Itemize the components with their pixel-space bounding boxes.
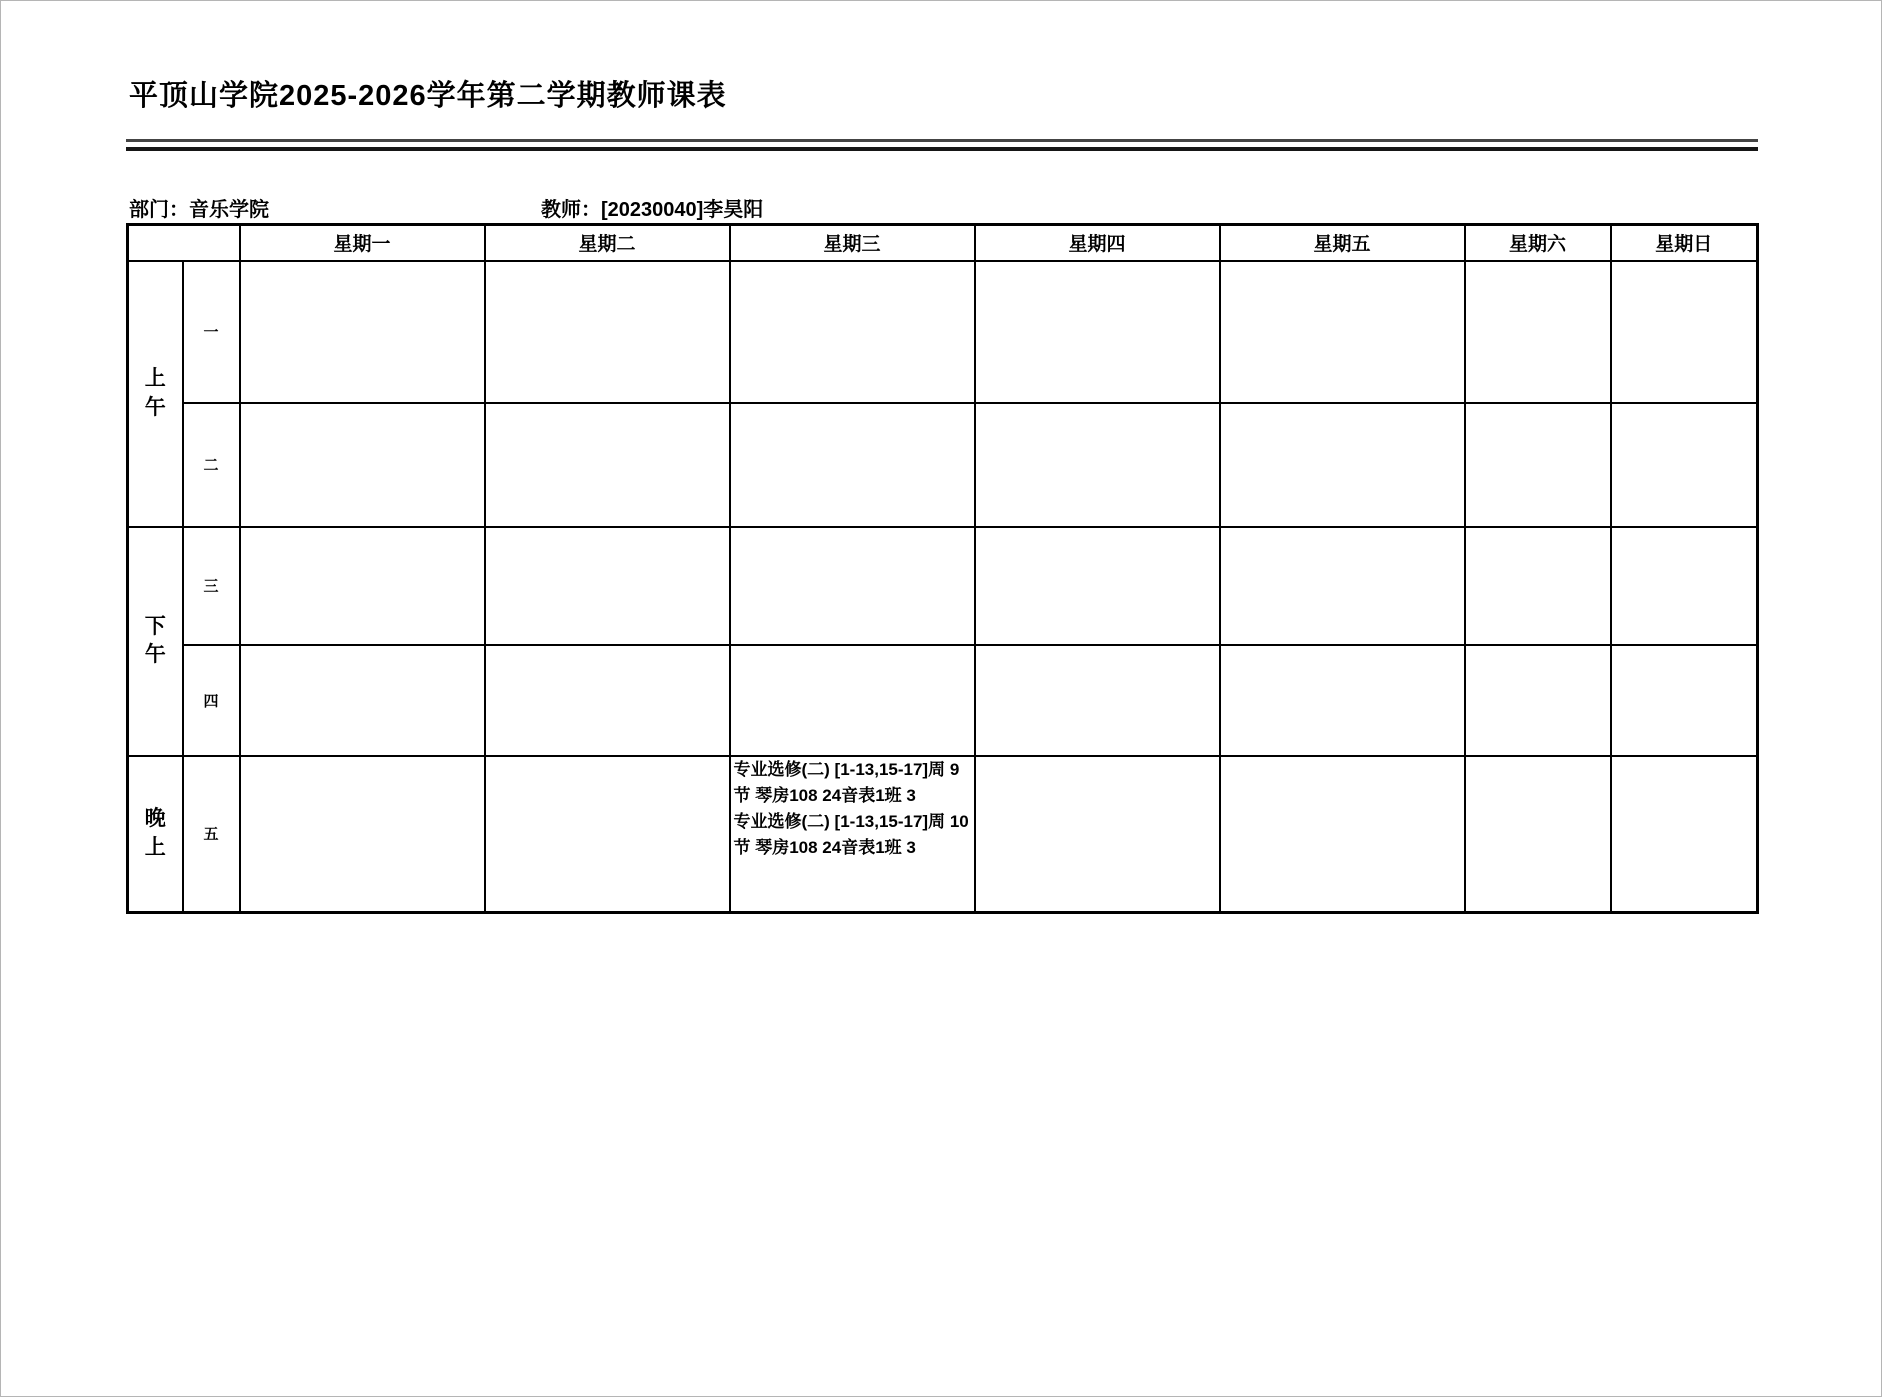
- schedule-cell-sat-1: [1465, 261, 1611, 403]
- schedule-cell-mon-3: [240, 527, 485, 645]
- period-label-4: 四: [183, 645, 240, 756]
- schedule-cell-sat-2: [1465, 403, 1611, 527]
- schedule-cell-thu-5: [975, 756, 1220, 913]
- schedule-cell-sun-1: [1611, 261, 1758, 403]
- schedule-cell-tue-5: [485, 756, 730, 913]
- period-1-row: [128, 261, 1758, 403]
- period-label-2: 二: [183, 403, 240, 527]
- department-value: 音乐学院: [189, 199, 269, 221]
- page-title: 平顶山学院2025-2026学年第二学期教师课表: [129, 80, 727, 112]
- schedule-cell-tue-3: [485, 527, 730, 645]
- schedule-cell-mon-2: [240, 403, 485, 527]
- schedule-cell-sun-4: [1611, 645, 1758, 756]
- title-divider-rule: [126, 139, 1758, 151]
- schedule-cell-tue-2: [485, 403, 730, 527]
- schedule-cell-thu-2: [975, 403, 1220, 527]
- schedule-cell-thu-3: [975, 527, 1220, 645]
- day-header-saturday: 星期六: [1465, 225, 1611, 261]
- schedule-cell-sun-5: [1611, 756, 1758, 913]
- schedule-cell-fri-4: [1220, 645, 1465, 756]
- afternoon-label: 下午: [144, 614, 166, 666]
- schedule-cell-wed-4: [730, 645, 975, 756]
- schedule-cell-mon-4: [240, 645, 485, 756]
- department-label: 部门：: [129, 199, 189, 221]
- day-header-thursday: 星期四: [975, 225, 1220, 261]
- teacher-label: 教师：: [541, 199, 601, 221]
- report-info-line: [1, 193, 1881, 221]
- evening-label: 晚上: [144, 807, 166, 859]
- schedule-cell-sat-3: [1465, 527, 1611, 645]
- period-label-1: 一: [183, 261, 240, 403]
- schedule-cell-wed-3: [730, 527, 975, 645]
- course-entry: 专业选修(二) [1-13,15-17]周 9节 琴房108 24音表1班 3: [733, 759, 960, 805]
- course-entry: 专业选修(二) [1-13,15-17]周 10节 琴房108 24音表1班 3: [733, 811, 969, 857]
- schedule-cell-fri-1: [1220, 261, 1465, 403]
- schedule-cell-thu-1: [975, 261, 1220, 403]
- period-2-row: [128, 403, 1758, 527]
- schedule-cell-mon-1: [240, 261, 485, 403]
- day-header-wednesday: 星期三: [730, 225, 975, 261]
- period-label-3: 三: [183, 527, 240, 645]
- section-label-morning: [128, 261, 183, 527]
- section-label-evening: [128, 756, 183, 913]
- teacher-value: [20230040]李昊阳: [601, 199, 764, 221]
- schedule-cell-sun-2: [1611, 403, 1758, 527]
- schedule-cell-tue-4: [485, 645, 730, 756]
- period-3-row: [128, 527, 1758, 645]
- schedule-table: [126, 223, 1759, 914]
- schedule-cell-fri-2: [1220, 403, 1465, 527]
- corner-cell: [128, 225, 240, 261]
- schedule-cell-mon-5: [240, 756, 485, 913]
- period-4-row: [128, 645, 1758, 756]
- department-field: [129, 193, 269, 222]
- section-label-afternoon: [128, 527, 183, 756]
- period-label-5: 五: [183, 756, 240, 913]
- schedule-cell-wed-5: [730, 756, 975, 913]
- schedule-cell-sat-5: [1465, 756, 1611, 913]
- schedule-cell-tue-1: [485, 261, 730, 403]
- schedule-cell-sat-4: [1465, 645, 1611, 756]
- day-header-friday: 星期五: [1220, 225, 1465, 261]
- table-header-row: [128, 225, 1758, 261]
- teacher-field: [541, 193, 763, 222]
- period-5-row: [128, 756, 1758, 913]
- day-header-sunday: 星期日: [1611, 225, 1758, 261]
- schedule-cell-wed-1: [730, 261, 975, 403]
- schedule-cell-fri-3: [1220, 527, 1465, 645]
- schedule-cell-wed-2: [730, 403, 975, 527]
- schedule-cell-thu-4: [975, 645, 1220, 756]
- morning-label: 上午: [144, 367, 166, 419]
- day-header-monday: 星期一: [240, 225, 485, 261]
- schedule-cell-fri-5: [1220, 756, 1465, 913]
- day-header-tuesday: 星期二: [485, 225, 730, 261]
- schedule-cell-sun-3: [1611, 527, 1758, 645]
